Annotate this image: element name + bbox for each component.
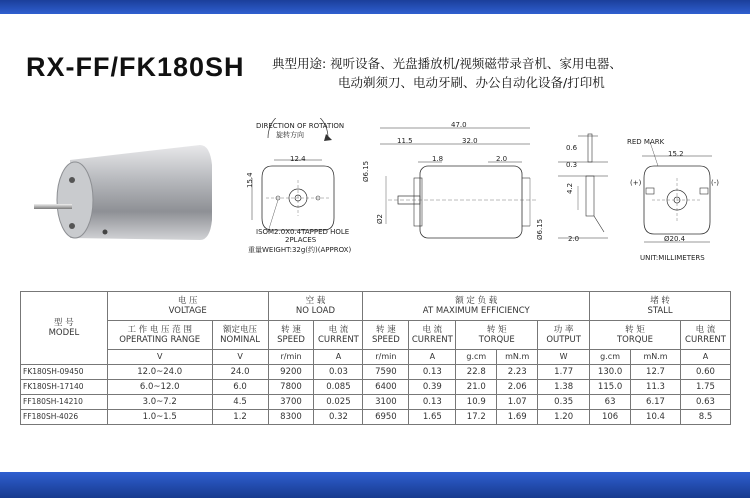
eff-torque-header: 转 矩 TORQUE bbox=[456, 321, 538, 350]
noload-header: 空 载 NO LOAD bbox=[268, 292, 363, 321]
value-cell: 106 bbox=[590, 410, 631, 425]
range-header: 工 作 电 压 范 围 OPERATING RANGE bbox=[107, 321, 212, 350]
value-cell: 1.65 bbox=[409, 410, 456, 425]
dim-height: 15.4 bbox=[246, 172, 254, 188]
unit-cell: A bbox=[409, 350, 456, 365]
eff-current-header: 电 流 CURRENT bbox=[409, 321, 456, 350]
value-cell: 8300 bbox=[268, 410, 314, 425]
motor-photo bbox=[30, 140, 230, 250]
value-cell: 1.77 bbox=[538, 365, 590, 380]
page-title: RX-FF/FK180SH bbox=[26, 52, 245, 82]
dim-diameter: Ø20.4 bbox=[664, 235, 686, 243]
plus-terminal-label: (+) bbox=[630, 179, 642, 187]
unit-cell: r/min bbox=[363, 350, 409, 365]
value-cell: 1.2 bbox=[212, 410, 268, 425]
minus-terminal-label: (-) bbox=[711, 179, 719, 187]
value-cell: 3700 bbox=[268, 395, 314, 410]
unit-label: UNIT:MILLIMETERS bbox=[640, 254, 705, 262]
dim-0-3: 0.3 bbox=[566, 161, 578, 169]
value-cell: 21.0 bbox=[456, 380, 497, 395]
value-cell: 24.0 bbox=[212, 365, 268, 380]
noload-speed-header: 转 速 SPEED bbox=[268, 321, 314, 350]
unit-cell: mN.m bbox=[631, 350, 681, 365]
value-cell: 2.06 bbox=[497, 380, 538, 395]
table-row bbox=[21, 365, 731, 380]
bottom-banner bbox=[0, 472, 750, 498]
value-cell: 0.63 bbox=[680, 395, 730, 410]
usage-line-2: 电动剃须刀、电动牙刷、办公自动化设备/打印机 bbox=[338, 75, 605, 90]
model-cell: FK180SH-09450 bbox=[21, 365, 108, 380]
unit-cell: g.cm bbox=[590, 350, 631, 365]
dim-a: 1.8 bbox=[432, 155, 444, 163]
hole-note: ISOM2.0X0.4TAPPED HOLE bbox=[256, 228, 350, 236]
value-cell: 6950 bbox=[363, 410, 409, 425]
units-row bbox=[21, 350, 731, 365]
dim-4-2: 4.2 bbox=[566, 182, 574, 194]
max-efficiency-header: 额 定 负 载 AT MAXIMUM EFFICIENCY bbox=[363, 292, 590, 321]
value-cell: 1.38 bbox=[538, 380, 590, 395]
weight-note: 重量WEIGHT:32g(约)(APPROX) bbox=[248, 246, 352, 254]
model-cell: FK180SH-17140 bbox=[21, 380, 108, 395]
value-cell: 6.0~12.0 bbox=[107, 380, 212, 395]
value-cell: 12.7 bbox=[631, 365, 681, 380]
stall-current-header: 电 流 CURRENT bbox=[680, 321, 730, 350]
value-cell: 1.75 bbox=[680, 380, 730, 395]
value-cell: 11.3 bbox=[631, 380, 681, 395]
value-cell: 17.2 bbox=[456, 410, 497, 425]
unit-cell: W bbox=[538, 350, 590, 365]
rotation-label-en: DIRECTION OF ROTATION bbox=[256, 122, 345, 130]
unit-cell: V bbox=[107, 350, 212, 365]
value-cell: 6.0 bbox=[212, 380, 268, 395]
side-view-drawing bbox=[358, 118, 538, 258]
value-cell: 1.69 bbox=[497, 410, 538, 425]
dim-total: 47.0 bbox=[451, 121, 467, 129]
unit-cell: V bbox=[212, 350, 268, 365]
value-cell: 9200 bbox=[268, 365, 314, 380]
model-cell: FF180SH-4026 bbox=[21, 410, 108, 425]
stall-header: 堵 转 STALL bbox=[590, 292, 731, 321]
value-cell: 0.32 bbox=[314, 410, 363, 425]
dim-d3: Ø6.15 bbox=[536, 218, 544, 240]
top-banner bbox=[0, 0, 750, 14]
value-cell: 0.39 bbox=[409, 380, 456, 395]
value-cell: 0.085 bbox=[314, 380, 363, 395]
value-cell: 1.0~1.5 bbox=[107, 410, 212, 425]
rotation-label-cn: 旋转方向 bbox=[276, 131, 304, 139]
value-cell: 7590 bbox=[363, 365, 409, 380]
value-cell: 0.35 bbox=[538, 395, 590, 410]
unit-cell: mN.m bbox=[497, 350, 538, 365]
dim-body: 32.0 bbox=[462, 137, 478, 145]
value-cell: 115.0 bbox=[590, 380, 631, 395]
value-cell: 4.5 bbox=[212, 395, 268, 410]
value-cell: 6400 bbox=[363, 380, 409, 395]
table-row bbox=[21, 380, 731, 395]
dim-width: 12.4 bbox=[290, 155, 306, 163]
value-cell: 1.07 bbox=[497, 395, 538, 410]
table-row bbox=[21, 410, 731, 425]
value-cell: 3.0~7.2 bbox=[107, 395, 212, 410]
value-cell: 6.17 bbox=[631, 395, 681, 410]
unit-cell: A bbox=[314, 350, 363, 365]
unit-cell: g.cm bbox=[456, 350, 497, 365]
value-cell: 130.0 bbox=[590, 365, 631, 380]
value-cell: 12.0~24.0 bbox=[107, 365, 212, 380]
places-note: 2PLACES bbox=[285, 236, 317, 244]
usage-text bbox=[272, 54, 622, 92]
value-cell: 1.20 bbox=[538, 410, 590, 425]
nominal-header: 额定电压 NOMINAL bbox=[212, 321, 268, 350]
value-cell: 7800 bbox=[268, 380, 314, 395]
model-cell: FF180SH-14210 bbox=[21, 395, 108, 410]
terminal-detail-drawing bbox=[548, 128, 618, 248]
dim-d2: Ø2 bbox=[376, 214, 384, 224]
value-cell: 63 bbox=[590, 395, 631, 410]
value-cell: 22.8 bbox=[456, 365, 497, 380]
value-cell: 10.4 bbox=[631, 410, 681, 425]
eff-speed-header: 转 速 SPEED bbox=[363, 321, 409, 350]
value-cell: 0.13 bbox=[409, 395, 456, 410]
noload-current-header: 电 流 CURRENT bbox=[314, 321, 363, 350]
value-cell: 0.025 bbox=[314, 395, 363, 410]
voltage-header: 电 压 VOLTAGE bbox=[107, 292, 268, 321]
usage-line-1: 典型用途: 视听设备、光盘播放机/视频磁带录音机、家用电器、 bbox=[272, 56, 622, 71]
stall-torque-header: 转 矩 TORQUE bbox=[590, 321, 681, 350]
spec-table bbox=[20, 291, 731, 425]
unit-cell: r/min bbox=[268, 350, 314, 365]
value-cell: 8.5 bbox=[680, 410, 730, 425]
dim-d1: Ø6.15 bbox=[362, 160, 370, 182]
dim-0-6: 0.6 bbox=[566, 144, 578, 152]
dim-shaft: 11.5 bbox=[397, 137, 413, 145]
value-cell: 0.03 bbox=[314, 365, 363, 380]
red-mark-label: RED MARK bbox=[627, 138, 665, 146]
value-cell: 3100 bbox=[363, 395, 409, 410]
value-cell: 0.13 bbox=[409, 365, 456, 380]
value-cell: 2.23 bbox=[497, 365, 538, 380]
dim-15-2: 15.2 bbox=[668, 150, 684, 158]
dim-b: 2.0 bbox=[496, 155, 508, 163]
value-cell: 10.9 bbox=[456, 395, 497, 410]
dim-2-0: 2.0 bbox=[568, 235, 580, 243]
model-header: 型 号 MODEL bbox=[21, 292, 108, 365]
value-cell: 0.60 bbox=[680, 365, 730, 380]
table-body bbox=[21, 365, 731, 425]
unit-cell: A bbox=[680, 350, 730, 365]
eff-output-header: 功 率 OUTPUT bbox=[538, 321, 590, 350]
table-row bbox=[21, 395, 731, 410]
